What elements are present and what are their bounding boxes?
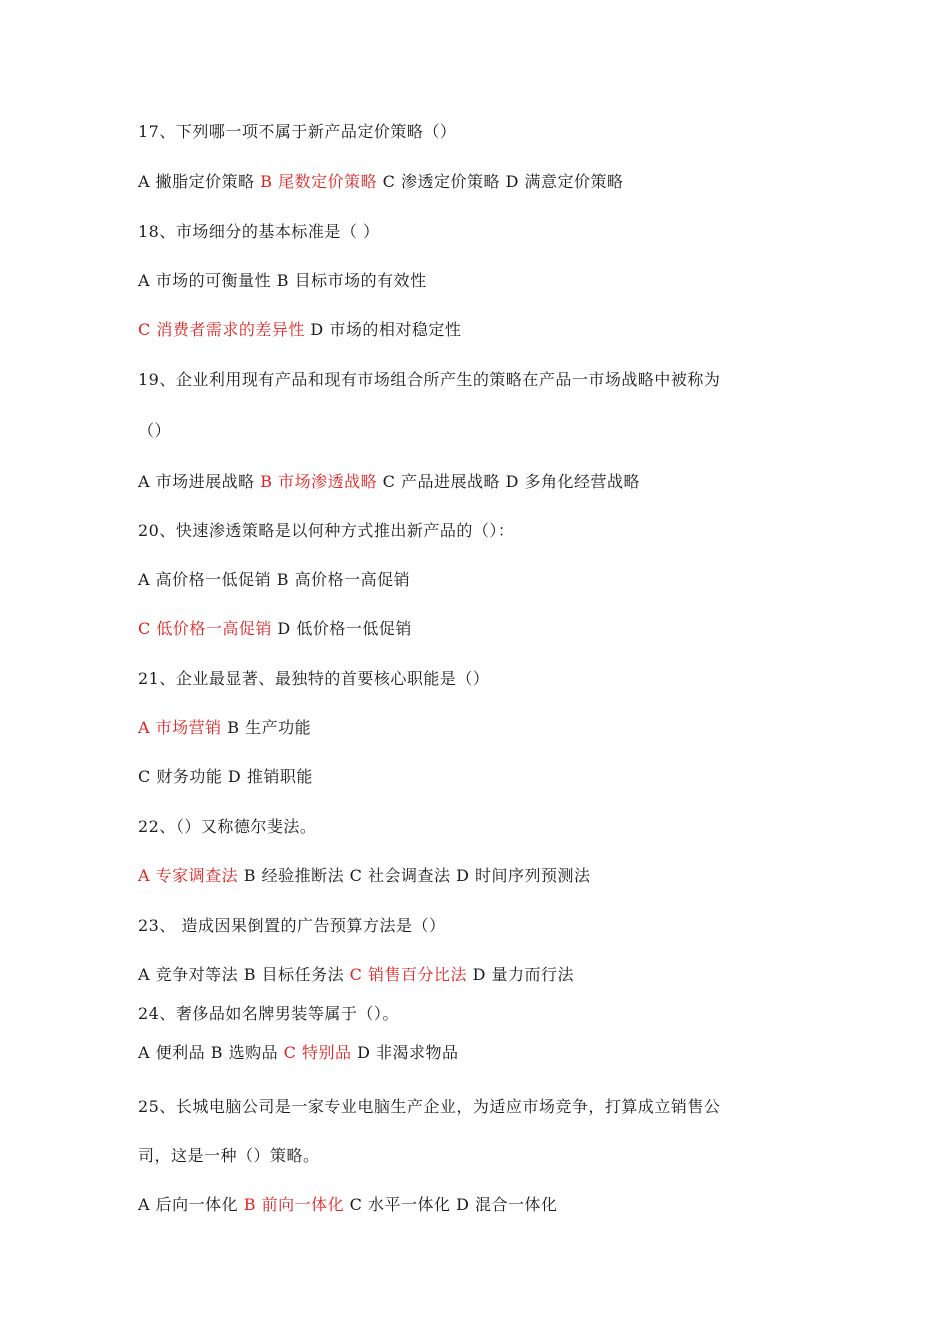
text-line xyxy=(138,1146,320,1166)
text-segment: A 便利品 B 选购品 xyxy=(138,1043,284,1062)
text-segment: 22、（）又称德尔斐法。 xyxy=(138,817,317,836)
text-segment: 20、快速渗透策略是以何种方式推出新产品的（）： xyxy=(138,521,515,540)
text-line xyxy=(138,222,379,242)
text-segment: 19、企业利用现有产品和现有市场组合所产生的策略在产品一市场战略中被称为 xyxy=(138,370,721,389)
text-line xyxy=(138,817,316,837)
answer-highlight: B 前向一体化 xyxy=(243,1195,345,1214)
text-segment: B 生产功能 xyxy=(221,718,312,737)
text-segment: D 低价格一低促销 xyxy=(271,619,412,638)
text-segment: D 量力而行法 xyxy=(467,965,575,984)
answer-highlight: A 市场营销 xyxy=(138,718,222,737)
text-line xyxy=(138,866,591,886)
text-segment: A 高价格一低促销 B 高价格一高促销 xyxy=(138,570,411,589)
text-segment: （） xyxy=(138,421,172,440)
text-segment: C 水平一体化 D 混合一体化 xyxy=(344,1195,558,1214)
text-line xyxy=(138,767,313,787)
answer-highlight: B 市场渗透战略 xyxy=(260,472,378,491)
text-line xyxy=(138,1043,459,1063)
text-line xyxy=(138,916,445,936)
text-line xyxy=(138,570,410,590)
text-line xyxy=(138,122,456,142)
answer-highlight: C 低价格一高促销 xyxy=(138,619,272,638)
text-segment: B 经验推断法 C 社会调查法 D 时间序列预测法 xyxy=(238,866,591,885)
text-line xyxy=(138,370,720,390)
text-segment: A 市场的可衡量性 B 目标市场的有效性 xyxy=(138,271,427,290)
answer-highlight: C 消费者需求的差异性 xyxy=(138,320,305,339)
text-line xyxy=(138,421,171,441)
text-line xyxy=(138,172,624,192)
answer-highlight: A 专家调查法 xyxy=(138,866,239,885)
text-segment: C 渗透定价策略 D 满意定价策略 xyxy=(377,172,624,191)
text-segment: C 财务功能 D 推销职能 xyxy=(138,767,313,786)
text-segment: 司，这是一种（）策略。 xyxy=(138,1146,320,1165)
text-segment: 17、下列哪一项不属于新产品定价策略（） xyxy=(138,122,457,141)
text-segment: A 后向一体化 xyxy=(138,1195,244,1214)
text-line xyxy=(138,1004,399,1024)
text-segment: C 产品进展战略 D 多角化经营战略 xyxy=(377,472,641,491)
text-line xyxy=(138,669,489,689)
text-line xyxy=(138,472,640,492)
text-segment: 25、长城电脑公司是一家专业电脑生产企业，为适应市场竞争，打算成立销售公 xyxy=(138,1097,721,1116)
answer-highlight: B 尾数定价策略 xyxy=(260,172,378,191)
text-segment: D 非渴求物品 xyxy=(351,1043,459,1062)
text-segment: 23、 造成因果倒置的广告预算方法是（） xyxy=(138,916,446,935)
text-segment: 18、市场细分的基本标准是（ ） xyxy=(138,222,380,241)
text-segment: A 竞争对等法 B 目标任务法 xyxy=(138,965,350,984)
text-segment: 24、奢侈品如名牌男装等属于（）。 xyxy=(138,1004,399,1023)
text-segment: 21、企业最显著、最独特的首要核心职能是（） xyxy=(138,669,490,688)
text-line xyxy=(138,271,427,291)
text-segment: A 市场进展战略 xyxy=(138,472,261,491)
text-line xyxy=(138,619,412,639)
answer-highlight: C 特别品 xyxy=(283,1043,352,1062)
text-line xyxy=(138,718,311,738)
text-line xyxy=(138,965,574,985)
answer-highlight: C 销售百分比法 xyxy=(349,965,468,984)
text-line xyxy=(138,521,514,541)
text-line xyxy=(138,320,461,340)
text-segment: A 撇脂定价策略 xyxy=(138,172,261,191)
text-line xyxy=(138,1097,720,1117)
text-line xyxy=(138,1195,558,1215)
text-segment: D 市场的相对稳定性 xyxy=(304,320,462,339)
